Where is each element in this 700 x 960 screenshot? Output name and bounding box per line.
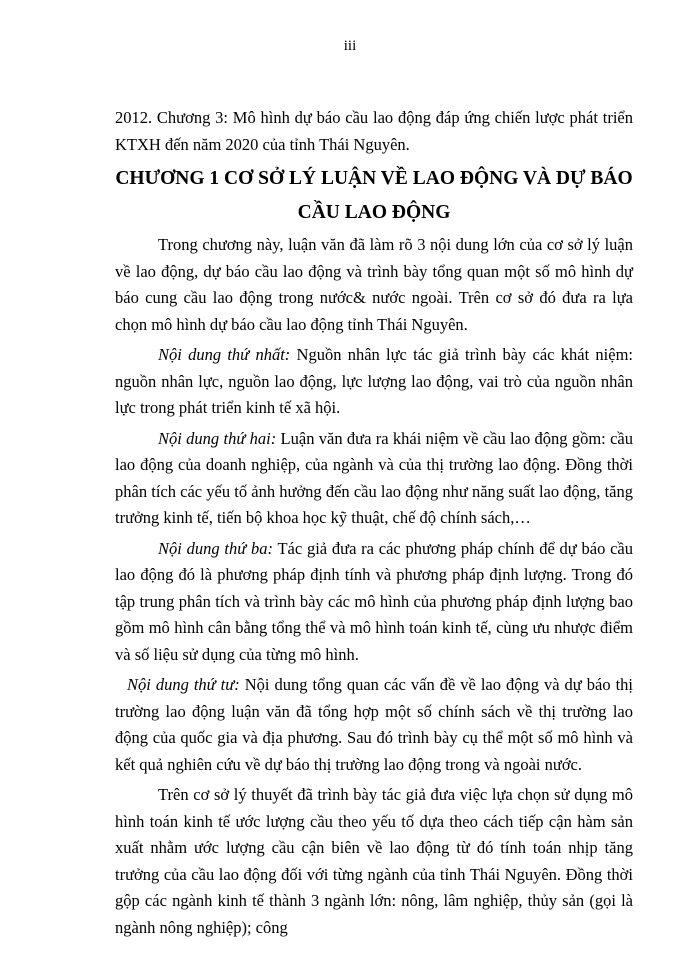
page-number: iii [343,38,357,54]
content-second-label: Nội dung thứ hai: [158,428,277,448]
content-fourth-paragraph [115,672,633,778]
content-second-paragraph [115,426,633,532]
summary-paragraph: Trong chương này, luận văn đã làm rõ 3 nội dung lớn của cơ sở lý luận về lao động, dự báo cầu lao động và trình bày tổng quan một số mô hình dự báo cung cầu lao động trong nước& nước ngoài. Trên cơ sở đó đưa ra lựa chọn mô hình dự báo cầu lao động tỉnh Thái Nguyên. [115,235,633,334]
chapter-heading [115,162,633,230]
intro-paragraph: 2012. Chương 3: Mô hình dự báo cầu lao động đáp ứng chiến lược phát triển KTXH đến năm 2020 của tỉnh Thái Nguyên. [115,108,633,154]
content-fourth-text: Nội dung tổng quan các vấn đề về lao động và dự báo thị trường lao động luận văn đã tổng hợp một số chính sách về thị trường lao động của quốc gia và địa phương. Sau đó trình bày cụ thể một số mô hình và kết quả nghiên cứu về dự báo thị trường lao động trong và ngoài nước. [115,675,633,774]
content-third-text: Tác giả đưa ra các phương pháp chính để dự báo cầu lao động đó là phương pháp định tính và phương pháp định lượng. Trong đó tập trung phân tích và trình bày các mô hình của phương pháp định lượng bao gồm mô hình cân bằng tổng thể và mô hình toán kinh tế, cùng ưu nhược điểm và số liệu sử dụng của từng mô hình. [115,538,633,664]
content-second-text: Luận văn đưa ra khái niệm về cầu lao động gồm: cầu lao động của doanh nghiệp, của ngành và của thị trường lao động. Đồng thời phân tích các yếu tố ảnh hưởng đến cầu lao động như năng suất lao động, tăng trưởng kinh tế, tiến bộ khoa học kỹ thuật, chế độ chính sách,… [115,428,633,527]
content-fourth-label: Nội dung thứ tư: [127,675,240,694]
content-third-label: Nội dung thứ ba: [158,538,273,558]
content-third-paragraph [115,536,633,669]
chapter-title-line-1: CHƯƠNG 1 CƠ SỞ LÝ LUẬN VỀ LAO ĐỘNG VÀ DỰ BÁO [115,168,633,189]
content-first-paragraph [115,342,633,422]
content-first-text: Nguồn nhân lực tác giả trình bày các khát niệm: nguồn nhân lực, nguồn lao động, lực lượng lao động, vai trò của nguồn nhân lực trong phát triển kinh tế xã hội. [115,345,633,417]
chapter-title-line-2: CẦU LAO ĐỘNG [297,202,451,223]
conclusion-paragraph: Trên cơ sở lý thuyết đã trình bày tác giả đưa việc lựa chọn sử dụng mô hình toán kinh tế ước lượng cầu theo yếu tố dựa theo cách tiếp cận hàm sản xuất nhằm ước lượng cầu cận biên về lao động từ đó tính toán nhịp tăng trưởng của cầu lao động đối với từng ngành của tỉnh Thái Nguyên. Đồng thời gộp các ngành kinh tế thành 3 ngành lớn: nông, lâm nghiệp, thủy sản (gọi là ngành nông nghiệp); công [115,785,633,937]
page-content [115,105,633,941]
content-first-label: Nội dung thứ nhất: [158,345,291,364]
